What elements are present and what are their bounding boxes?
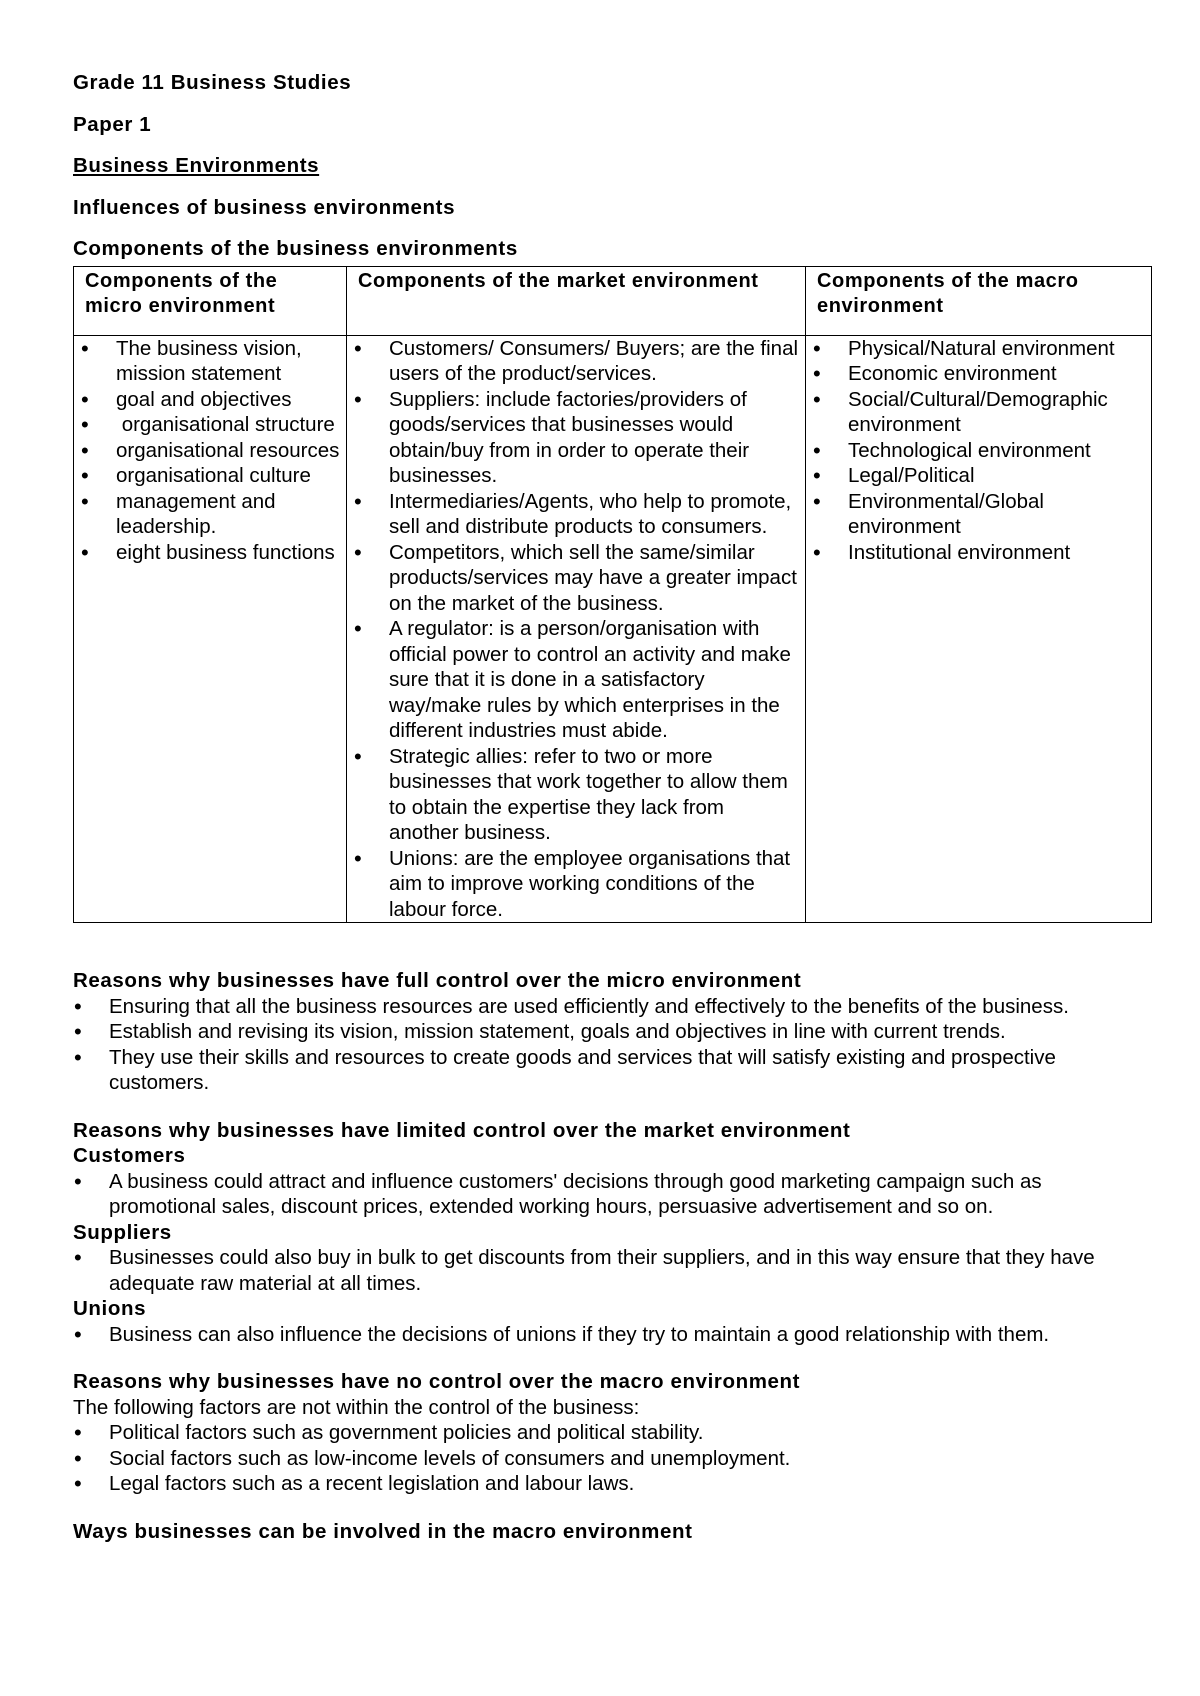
list-item: • Strategic allies: refer to two or more businesses that work together to allow them to obtain the expertise they lack from another business. xyxy=(350,744,799,846)
list-item: • Institutional environment xyxy=(809,540,1145,566)
micro-cell xyxy=(74,335,347,923)
micro-header: Components of the micro environment xyxy=(74,266,347,335)
involvement-section xyxy=(73,1519,1153,1545)
macro-cell xyxy=(806,335,1152,923)
macro-control-heading: Reasons why businesses have no control over the macro environment xyxy=(73,1370,801,1393)
paper-label: Paper 1 xyxy=(73,112,152,136)
micro-control-list xyxy=(73,994,1153,1096)
list-item: • Establish and revising its vision, mission statement, goals and objectives in line with current trends. xyxy=(73,1019,1153,1045)
document-page xyxy=(73,70,1153,1544)
unions-list xyxy=(73,1322,1153,1348)
list-item: • Legal factors such as a recent legislation and labour laws. xyxy=(73,1471,1153,1497)
list-item: • They use their skills and resources to create goods and services that will satisfy existing and prospective customers. xyxy=(73,1045,1153,1096)
macro-list xyxy=(809,336,1145,566)
micro-control-section xyxy=(73,968,1153,1096)
list-item: • Social/Cultural/Demographic environment xyxy=(809,387,1145,438)
market-control-heading: Reasons why businesses have limited control over the market environment xyxy=(73,1118,851,1142)
list-item: • organisational structure xyxy=(77,412,340,438)
market-cell xyxy=(347,335,806,923)
list-item: • Customers/ Consumers/ Buyers; are the final users of the product/services. xyxy=(350,336,799,387)
macro-control-list xyxy=(73,1420,1153,1497)
list-item: • Economic environment xyxy=(809,361,1145,387)
list-item: • Unions: are the employee organisations that aim to improve working conditions of the labour force. xyxy=(350,846,799,923)
list-item: • Ensuring that all the business resources are used efficiently and effectively to the benefits of the business. xyxy=(73,994,1153,1020)
list-item: • Environmental/Global environment xyxy=(809,489,1145,540)
table-body-row xyxy=(74,335,1152,923)
macro-control-intro: The following factors are not within the control of the business: xyxy=(73,1395,640,1419)
table-header-row xyxy=(74,266,1152,335)
list-item: • Business can also influence the decisions of unions if they try to maintain a good relationship with them. xyxy=(73,1322,1153,1348)
suppliers-subheading: Suppliers xyxy=(73,1220,172,1244)
list-item: • Physical/Natural environment xyxy=(809,336,1145,362)
list-item: • The business vision, mission statement xyxy=(77,336,340,387)
components-table xyxy=(73,266,1152,924)
list-item: • Intermediaries/Agents, who help to promote, sell and distribute products to consumers. xyxy=(350,489,799,540)
list-item: • Technological environment xyxy=(809,438,1145,464)
list-item: • A regulator: is a person/organisation with official power to control an activity and make sure that it is done in a satisfactory way/make rules by which enterprises in the different industries must abide. xyxy=(350,616,799,744)
list-item: • organisational resources xyxy=(77,438,340,464)
micro-control-heading: Reasons why businesses have full control over the micro environment xyxy=(73,969,802,992)
macro-header: Components of the macro environment xyxy=(806,266,1152,335)
list-item: • organisational culture xyxy=(77,463,340,489)
customers-list xyxy=(73,1169,1153,1220)
list-item: • goal and objectives xyxy=(77,387,340,413)
customers-subheading: Customers xyxy=(73,1144,186,1167)
list-item: • management and leadership. xyxy=(77,489,340,540)
list-item: • Legal/Political xyxy=(809,463,1145,489)
market-list xyxy=(350,336,799,923)
micro-list xyxy=(77,336,340,566)
subtopic-heading: Influences of business environments xyxy=(73,195,456,219)
list-item: • Competitors, which sell the same/similar products/services may have a greater impact on the market of the business. xyxy=(350,540,799,617)
list-item: • Social factors such as low-income levels of consumers and unemployment. xyxy=(73,1446,1153,1472)
list-item: • Businesses could also buy in bulk to get discounts from their suppliers, and in this way ensure that they have adequate raw material at all times. xyxy=(73,1245,1153,1296)
topic-heading: Business Environments xyxy=(73,154,320,177)
suppliers-list xyxy=(73,1245,1153,1296)
unions-subheading: Unions xyxy=(73,1297,147,1320)
components-heading: Components of the business environments xyxy=(73,237,518,260)
list-item: • A business could attract and influence customers' decisions through good marketing campaign such as promotional sales, discount prices, extended working hours, persuasive advertisement and so on. xyxy=(73,1169,1153,1220)
market-header: Components of the market environment xyxy=(347,266,806,335)
list-item: • Political factors such as government policies and political stability. xyxy=(73,1420,1153,1446)
macro-control-section xyxy=(73,1369,1153,1497)
list-item: • eight business functions xyxy=(77,540,340,566)
list-item: • Suppliers: include factories/providers of goods/services that businesses would obtain/buy from in order to operate their businesses. xyxy=(350,387,799,489)
market-control-section xyxy=(73,1118,1153,1348)
involvement-heading: Ways businesses can be involved in the macro environment xyxy=(73,1519,693,1543)
document-title: Grade 11 Business Studies xyxy=(73,71,352,94)
